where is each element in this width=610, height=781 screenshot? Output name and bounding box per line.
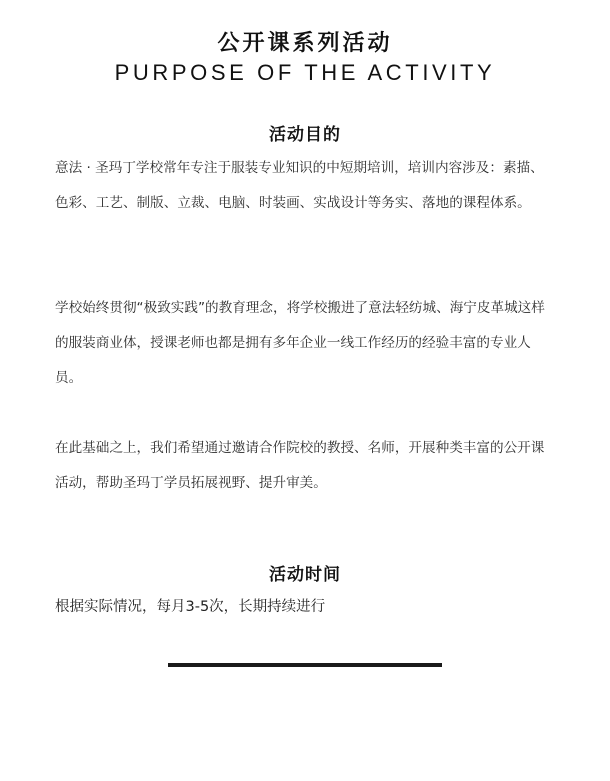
schedule-text: 根据实际情况，每月3-5次，长期持续进行 (55, 599, 326, 615)
page-subtitle: PURPOSE OF THE ACTIVITY (114, 60, 496, 85)
schedule-heading: 活动时间 (269, 565, 341, 585)
purpose-paragraph-1: 意法 · 圣玛丁学校常年专注于服装专业知识的中短期培训，培训内容涉及：素描、色彩、工艺、制版、立裁、电脑、时装画、实战设计等务实、落地的课程体系。 (55, 160, 544, 211)
section-divider (168, 663, 442, 667)
purpose-paragraph-2: 学校始终贯彻“极致实践”的教育理念，将学校搬进了意法轻纺城、海宁皮革城这样的服装商业体，授课老师也都是拥有多年企业一线工作经历的经验丰富的专业人员。 (55, 300, 545, 386)
page-title: 公开课系列活动 (217, 31, 393, 56)
purpose-paragraph-3: 在此基础之上，我们希望通过邀请合作院校的教授、名师，开展种类丰富的公开课活动，帮助圣玛丁学员拓展视野、提升审美。 (55, 440, 545, 491)
purpose-heading: 活动目的 (269, 125, 341, 145)
